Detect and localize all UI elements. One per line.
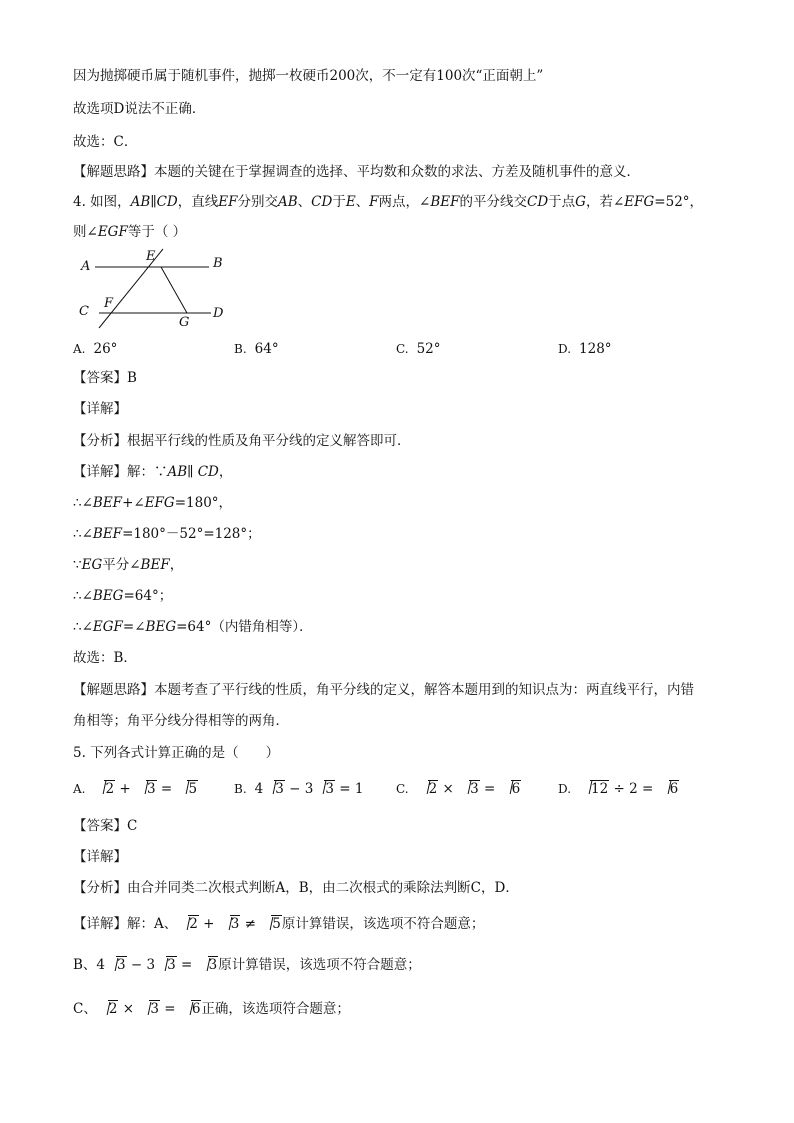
thinking-line: 【解题思路】本题考查了平行线的性质，角平分线的定义，解答本题用到的知识点为：两直线平行，内错 [73,682,694,698]
question-4-options [73,339,723,359]
question-5-options [73,779,723,799]
thinking-line: 【解题思路】本题的关键在于掌握调查的选择、平均数和众数的求法、方差及随机事件的意义． [73,164,640,180]
geometry-figure [73,246,243,332]
choose-text: 故选：B． [73,650,137,666]
analysis-text: 【分析】由合并同类二次根式判断A，B，由二次根式的乘除法判断C，D． [73,880,519,896]
answer-label: 【答案】C [73,818,138,834]
solution-step: 【详解】解：∵AB∥ CD， [73,464,233,480]
solution-step: ∴∠BEF=180°－52°=128°； [73,526,261,542]
option-c[interactable]: C. 2 × 3 = 6 [396,781,521,797]
thinking-line: 角相等；角平分线分得相等的两角． [73,713,289,729]
option-d[interactable]: D. 12 ÷ 2 = 6 [558,781,679,797]
label-b: B [213,256,223,271]
label-c: C [79,304,89,319]
answer-label: 【答案】B [73,370,137,386]
label-a: A [81,259,91,274]
detail-heading: 【详解】 [73,849,127,865]
option-b[interactable]: B. 64° [234,341,279,357]
question-4-text: 则∠EGF等于（ ） [73,224,187,240]
option-d[interactable]: D. 128° [558,341,612,357]
option-a[interactable]: A. 2 + 3 = 5 [73,781,198,797]
text-line: 故选项D说法不正确． [73,101,206,117]
label-f: F [104,296,114,311]
text-line: 故选：C． [73,134,138,150]
label-e: E [146,249,156,264]
question-4-text: 4. 如图，AB∥CD，直线EF分别交AB、CD于E、F两点，∠BEF的平分线交CD于点G，若∠EFG=52°， [73,194,704,210]
option-b[interactable]: B. 4 3 − 3 3 = 1 [234,781,364,797]
option-c[interactable]: C. 52° [396,341,441,357]
line-eg [161,267,187,313]
question-5-text: 5. 下列各式计算正确的是（ ） [73,745,280,761]
text-line: 因为抛掷硬币属于随机事件，抛掷一枚硬币200次，不一定有100次“正面朝上” [73,68,544,84]
solution-step: ∵EG平分∠BEF， [73,557,184,573]
option-a[interactable]: A. 26° [73,341,118,357]
analysis-text: 【分析】根据平行线的性质及角平分线的定义解答即可． [73,433,411,449]
solution-step: C、 2 × 3 = 6正确，该选项符合题意； [73,1001,350,1017]
label-g: G [179,315,190,330]
detail-heading: 【详解】 [73,401,127,417]
solution-step: 【详解】解：A、 2 + 3 ≠ 5原计算错误，该选项不符合题意； [73,916,485,932]
solution-step: ∴∠BEG=64°； [73,588,173,604]
solution-step: ∴∠EGF=∠BEG=64°（内错角相等）． [73,619,313,635]
solution-step: ∴∠BEF+∠EFG=180°， [73,495,233,511]
label-d: D [213,306,224,321]
solution-step: B、4 3 − 3 3 = 3原计算错误，该选项不符合题意； [73,957,421,973]
